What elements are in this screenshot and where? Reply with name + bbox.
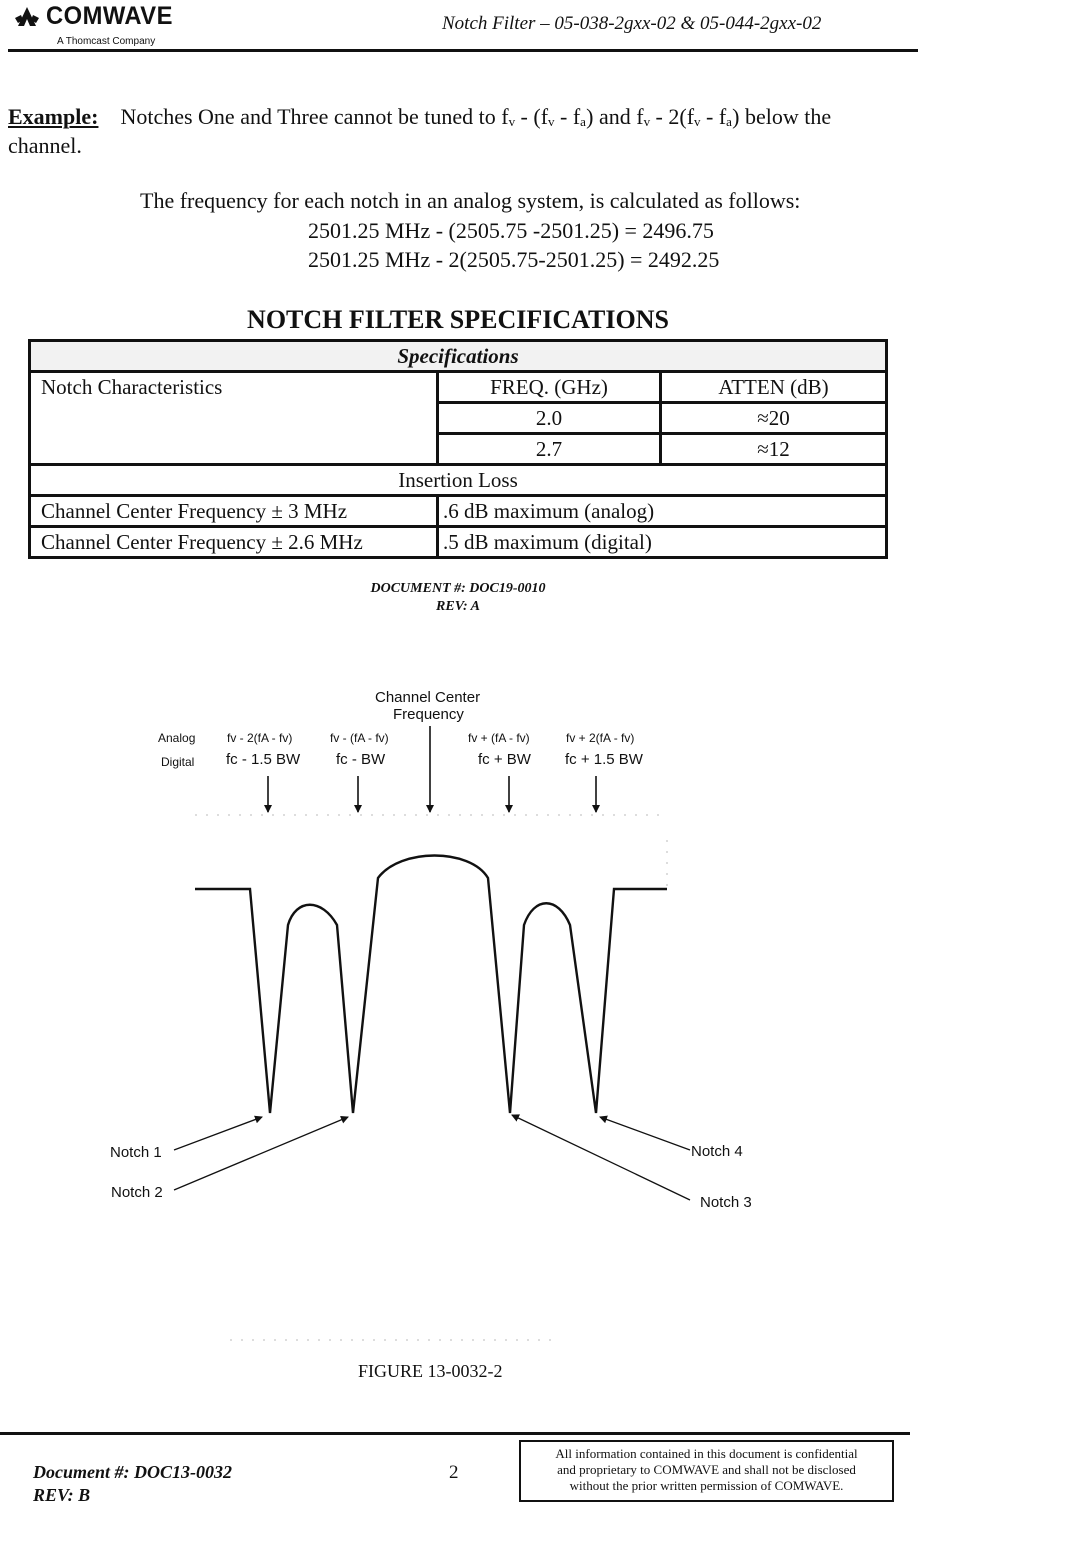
freq-header: FREQ. (GHz) <box>438 372 661 403</box>
notch-1-pointer <box>174 1117 262 1150</box>
footer-doc-number: Document #: DOC13-0032 <box>33 1462 232 1482</box>
channel-center-label-2: Frequency <box>393 706 464 723</box>
digital-formula-3: fc + BW <box>478 751 531 768</box>
notch-3-pointer <box>512 1115 690 1200</box>
section-title: NOTCH FILTER SPECIFICATIONS <box>247 305 669 334</box>
digital-formula-4: fc + 1.5 BW <box>565 751 643 768</box>
insertion-loss-label: Insertion Loss <box>30 465 887 496</box>
calculation-line-2: 2501.25 MHz - 2(2505.75-2501.25) = 2492.25 <box>308 247 720 272</box>
response-curve <box>195 856 667 1114</box>
digital-label: Digital <box>161 755 195 769</box>
example-text: Notches One and Three cannot be tuned to fᵥ - (fᵥ - fₐ) and fᵥ - 2(fᵥ - fₐ) below the channel. <box>8 104 832 158</box>
notice-line: All information contained in this document is confidential <box>555 1446 858 1461</box>
footer-rev: REV: B <box>33 1485 91 1505</box>
channel-center-label: Channel Center <box>375 689 481 706</box>
example-label: Example: <box>8 104 99 129</box>
figure-caption: FIGURE 13-0032-2 <box>358 1361 503 1381</box>
insertion-condition: Channel Center Frequency ± 2.6 MHz <box>30 527 438 558</box>
notch-characteristics-label: Notch Characteristics <box>30 372 438 465</box>
page-number: 2 <box>449 1462 459 1483</box>
analog-formula-1: fv - 2(fA - fv) <box>227 731 293 745</box>
notch-2-label: Notch 2 <box>111 1184 163 1201</box>
header-title: Notch Filter – 05-038-2gxx-02 & 05-044-2gxx-02 <box>442 13 822 34</box>
analog-formula-2: fv - (fA - fv) <box>330 731 389 745</box>
digital-formula-2: fc - BW <box>336 751 386 768</box>
notch-3-label: Notch 3 <box>700 1194 752 1211</box>
insertion-value: .5 dB maximum (digital) <box>438 527 887 558</box>
doc-ref-rev: REV: A <box>436 599 480 614</box>
analog-label: Analog <box>158 731 196 745</box>
notch-1-label: Notch 1 <box>110 1144 162 1161</box>
notch-2-pointer <box>174 1117 348 1190</box>
atten-value: ≈12 <box>661 434 887 465</box>
footer-rule <box>0 1432 910 1435</box>
spec-table-header: Specifications <box>30 341 887 372</box>
analog-formula-4: fv + 2(fA - fv) <box>566 731 635 745</box>
insertion-condition: Channel Center Frequency ± 3 MHz <box>30 496 438 527</box>
notch-4-pointer <box>600 1117 690 1150</box>
atten-value: ≈20 <box>661 403 887 434</box>
notice-line: without the prior written permission of COMWAVE. <box>569 1478 844 1493</box>
brand-subtitle: A Thomcast Company <box>57 36 156 47</box>
freq-value: 2.7 <box>438 434 661 465</box>
calculation-intro: The frequency for each notch in an analog system, is calculated as follows: <box>140 188 801 213</box>
freq-value: 2.0 <box>438 403 661 434</box>
doc-ref-number: DOCUMENT #: DOC19-0010 <box>370 581 546 596</box>
analog-formula-3: fv + (fA - fv) <box>468 731 530 745</box>
calculation-line-1: 2501.25 MHz - (2505.75 -2501.25) = 2496.75 <box>308 218 714 243</box>
digital-formula-1: fc - 1.5 BW <box>226 751 301 768</box>
insertion-value: .6 dB maximum (analog) <box>438 496 887 527</box>
notice-line: and proprietary to COMWAVE and shall not be disclosed <box>557 1462 856 1477</box>
atten-header: ATTEN (dB) <box>661 372 887 403</box>
brand-name: COMWAVE <box>46 2 173 30</box>
notch-4-label: Notch 4 <box>691 1143 743 1160</box>
confidentiality-notice <box>519 1440 894 1502</box>
